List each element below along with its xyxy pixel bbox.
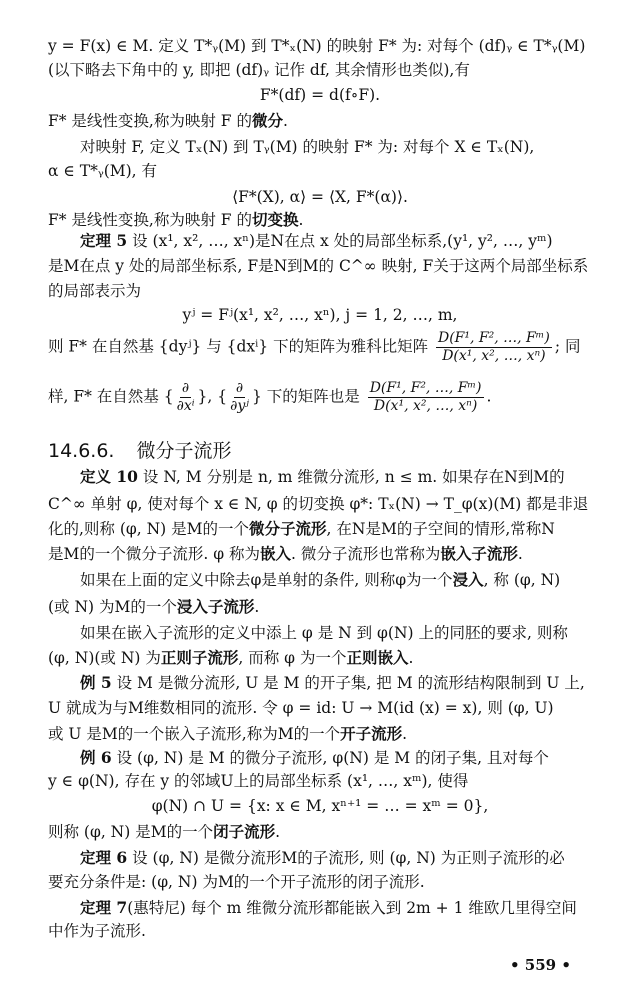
text-line bbox=[80, 231, 553, 251]
text-line bbox=[48, 648, 413, 668]
bold-term: 定理 7 bbox=[80, 898, 128, 917]
text-segment: 中作为子流形. bbox=[48, 922, 146, 940]
text-segment: 样, F* 在自然基 { bbox=[48, 387, 174, 406]
fraction-denominator: ∂xⁱ bbox=[176, 398, 195, 414]
fraction bbox=[230, 380, 249, 415]
text-segment: }, { bbox=[197, 387, 228, 406]
text-line bbox=[48, 698, 554, 718]
bold-term: 定义 10 bbox=[80, 467, 138, 486]
bold-term: 正则嵌入 bbox=[346, 648, 409, 667]
text-segment: 如果在上面的定义中除去φ是单射的条件, 则称φ为一个 bbox=[80, 571, 453, 589]
section-number: 14.6.6. bbox=[48, 440, 115, 462]
text-segment: . bbox=[275, 823, 281, 841]
text-line bbox=[48, 256, 588, 276]
text-segment: 设 (φ, N) 是 M 的微分子流形, φ(N) 是 M 的闭子集, 且对每个 bbox=[111, 749, 549, 767]
text-segment: 要充分条件是: (φ, N) 为M的一个开子流形的闭子流形. bbox=[48, 873, 425, 891]
bold-term: 定理 5 bbox=[80, 231, 128, 250]
text-segment: , 而称 φ 为一个 bbox=[238, 649, 347, 667]
text-segment: . 微分子流形也常称为 bbox=[291, 545, 441, 563]
text-segment: , 在N是M的子空间的情形,常称N bbox=[326, 520, 555, 538]
text-segment: ; 同 bbox=[554, 337, 581, 356]
text-segment: F*(df) = d(f∘F). bbox=[259, 86, 381, 104]
bold-term: 例 6 bbox=[80, 748, 112, 767]
fraction-numerator: D(F¹, F², …, Fᵐ) bbox=[438, 330, 550, 346]
section-title: 微分子流形 bbox=[136, 440, 232, 462]
text-line bbox=[48, 597, 259, 617]
fraction-denominator: D(x¹, x², …, xⁿ) bbox=[442, 348, 546, 364]
text-line bbox=[48, 161, 157, 181]
text-line bbox=[48, 771, 468, 791]
section-heading bbox=[48, 436, 232, 463]
text-segment: 如果在嵌入子流形的定义中添上 φ 是 N 到 φ(N) 上的同胚的要求, 则称 bbox=[80, 624, 568, 642]
text-segment: φ(N) ∩ U = {x: x ∈ M, xⁿ⁺¹ = … = xᵐ = 0}, bbox=[151, 797, 489, 815]
text-segment: F* 是线性变换,称为映射 F 的 bbox=[48, 211, 252, 229]
text-segment: y = F(x) ∈ M. 定义 T*ᵧ(M) 到 T*ₓ(N) 的映射 F* 为: 对每个 (df)ᵧ ∈ T*ᵧ(M) bbox=[48, 37, 586, 55]
text-segment: C^∞ 单射 φ, 使对每个 x ∈ N, φ 的切变换 φ*: Tₓ(N) → T_φ(x)(M) 都是非退 bbox=[48, 495, 589, 513]
fraction bbox=[177, 380, 195, 415]
bold-term: 正则子流形 bbox=[160, 648, 239, 667]
text-segment: 是M的一个微分子流形. φ 称为 bbox=[48, 545, 261, 563]
text-segment: U 就成为与M维数相同的流形. 令 φ = id: U → M(id (x) = x), 则 (φ, U) bbox=[48, 699, 554, 717]
fraction-denominator: ∂yʲ bbox=[230, 398, 249, 414]
text-segment: yʲ = Fʲ(x¹, x², …, xⁿ), j = 1, 2, …, m, bbox=[182, 306, 458, 324]
text-line bbox=[0, 305, 640, 325]
text-line bbox=[80, 898, 577, 918]
text-line bbox=[48, 544, 523, 564]
text-line bbox=[48, 60, 470, 80]
text-segment: α ∈ T*ᵧ(M), 有 bbox=[48, 162, 158, 180]
text-line bbox=[0, 187, 640, 207]
text-segment: 则称 (φ, N) 是M的一个 bbox=[48, 823, 214, 841]
text-line bbox=[0, 85, 640, 105]
text-segment: (惠特尼) 每个 m 维微分流形都能嵌入到 2m + 1 维欧几里得空间 bbox=[127, 899, 577, 917]
text-segment: . bbox=[408, 649, 414, 667]
page-number: • 559 • bbox=[510, 956, 571, 974]
text-line bbox=[0, 796, 640, 816]
fraction-denominator: D(x¹, x², …, xⁿ) bbox=[373, 398, 478, 414]
bold-term: 微分 bbox=[251, 111, 283, 130]
bold-term: 闭子流形 bbox=[213, 822, 276, 841]
text-line bbox=[48, 36, 585, 56]
text-segment: . bbox=[486, 387, 492, 406]
text-segment: 设 (x¹, x², …, xⁿ)是N在点 x 处的局部坐标系,(y¹, y², …, yᵐ) bbox=[127, 232, 553, 250]
text-line bbox=[80, 137, 534, 157]
bold-term: 嵌入 bbox=[260, 544, 292, 563]
text-line bbox=[48, 519, 555, 539]
text-line bbox=[48, 281, 141, 301]
bold-term: 定理 6 bbox=[80, 848, 128, 867]
text-segment: , 称 (φ, N) bbox=[483, 571, 561, 589]
text-segment: ⟨F*(X), α⟩ = ⟨X, F*(α)⟩. bbox=[232, 188, 408, 206]
text-segment: . bbox=[254, 598, 260, 616]
text-line bbox=[80, 467, 565, 487]
text-segment: (或 N) 为M的一个 bbox=[48, 598, 177, 616]
text-line bbox=[48, 921, 146, 941]
text-line bbox=[48, 210, 303, 230]
text-segment: (以下略去下角中的 y, 即把 (df)ᵧ 记作 df, 其余情形也类似),有 bbox=[48, 61, 470, 79]
bold-term: 嵌入子流形 bbox=[440, 544, 518, 563]
fraction bbox=[436, 330, 552, 365]
fraction bbox=[368, 380, 484, 415]
fraction-numerator: D(F¹, F², …, Fᵐ) bbox=[369, 380, 482, 396]
text-segment: } 下的矩阵也是 bbox=[251, 387, 365, 406]
text-line bbox=[48, 330, 580, 365]
bold-term: 微分子流形 bbox=[249, 519, 327, 538]
text-line bbox=[80, 673, 585, 693]
text-segment: . bbox=[298, 211, 304, 229]
text-segment: 或 U 是M的一个嵌入子流形,称为M的一个 bbox=[48, 725, 341, 743]
text-line bbox=[48, 380, 491, 415]
bold-term: 浸入 bbox=[452, 570, 484, 589]
text-line bbox=[48, 872, 425, 892]
text-segment: . bbox=[517, 545, 523, 563]
text-line bbox=[80, 748, 549, 768]
text-segment: . bbox=[402, 725, 408, 743]
text-line bbox=[80, 570, 560, 590]
text-line bbox=[48, 724, 407, 744]
text-segment: 设 M 是微分流形, U 是 M 的开子集, 把 M 的流形结构限制到 U 上, bbox=[111, 674, 585, 692]
bold-term: 例 5 bbox=[80, 673, 112, 692]
text-line bbox=[48, 822, 280, 842]
bold-term: 切变换 bbox=[251, 210, 299, 229]
text-line bbox=[80, 848, 565, 868]
text-segment: 则 F* 在自然基 {dyʲ} 与 {dxⁱ} 下的矩阵为雅科比矩阵 bbox=[48, 337, 433, 356]
text-line bbox=[48, 111, 288, 131]
text-segment: 设 N, M 分别是 n, m 维微分流形, n ≤ m. 如果存在N到M的 bbox=[137, 468, 565, 486]
text-line bbox=[80, 623, 568, 643]
text-segment: 化的,则称 (φ, N) 是M的一个 bbox=[48, 520, 250, 538]
bold-term: 浸入子流形 bbox=[176, 597, 255, 616]
text-segment: F* 是线性变换,称为映射 F 的 bbox=[48, 112, 252, 130]
bold-term: 开子流形 bbox=[340, 724, 403, 743]
fraction-numerator: ∂ bbox=[235, 380, 244, 396]
fraction-numerator: ∂ bbox=[181, 380, 190, 396]
text-segment: . bbox=[282, 112, 288, 130]
text-line bbox=[48, 494, 588, 514]
text-segment: 对映射 F, 定义 Tₓ(N) 到 Tᵧ(M) 的映射 F* 为: 对每个 X ∈ Tₓ(N), bbox=[80, 138, 535, 156]
text-segment: 的局部表示为 bbox=[48, 282, 142, 300]
text-segment: (φ, N)(或 N) 为 bbox=[48, 649, 161, 667]
text-segment: 是M在点 y 处的局部坐标系, F是N到M的 C^∞ 映射, F关于这两个局部坐标系 bbox=[48, 257, 589, 275]
text-segment: y ∈ φ(N), 存在 y 的邻域U上的局部坐标系 (x¹, …, xᵐ), 使得 bbox=[48, 772, 469, 790]
text-segment: 设 (φ, N) 是微分流形M的子流形, 则 (φ, N) 为正则子流形的必 bbox=[127, 849, 565, 867]
